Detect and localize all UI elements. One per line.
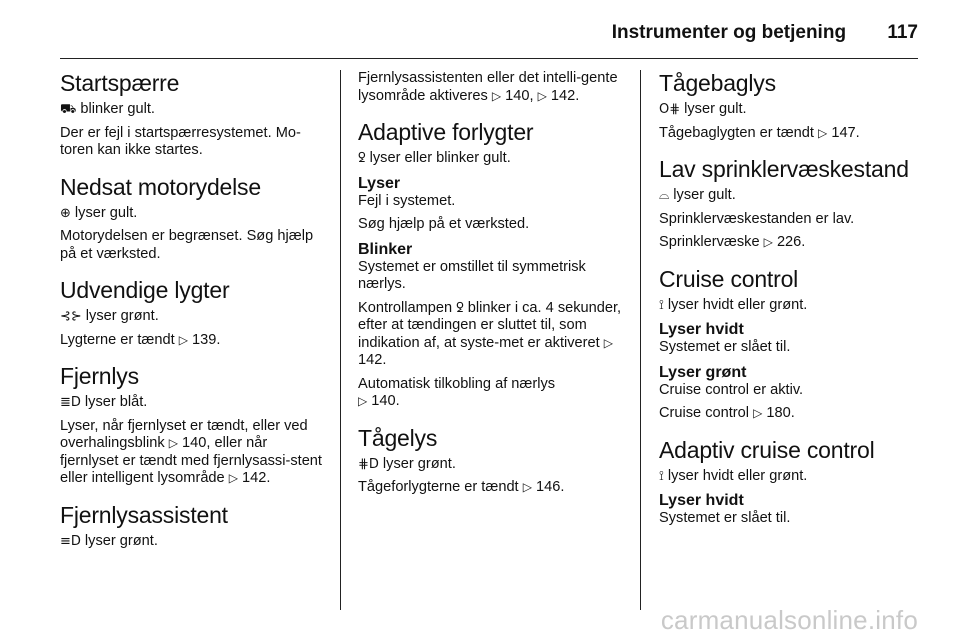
section-heading: Tågelys: [358, 424, 438, 451]
exterior-lights-icon: ⊰⊱: [60, 309, 82, 324]
subsection-lyser: [358, 174, 632, 234]
status-text: lyser grønt.: [382, 455, 456, 472]
page-ref: 142.: [358, 352, 387, 368]
arrow-icon: ▷: [537, 88, 547, 103]
description: Sprinklervæskestanden er lav.: [659, 210, 855, 227]
fog-rear-icon: O⋕: [659, 102, 681, 117]
engine-icon: ⊕: [60, 205, 71, 221]
fog-front-icon: ⋕D: [358, 456, 379, 472]
page-ref: 140, eller når fjernlyset er tændt med fjernlysassi-stent eller intelligent lysområde: [60, 435, 322, 486]
page-header: [60, 22, 918, 44]
status-text: lyser eller blinker gult.: [369, 150, 511, 166]
high-beam-assist-icon: ≡D: [60, 533, 81, 549]
section-heading: Adaptive forlygter: [358, 119, 534, 145]
arrow-icon: ▷: [818, 125, 828, 140]
page-ref: 142.: [550, 87, 580, 104]
section-startspaerre: [60, 70, 328, 160]
description: Tågebaglygten er tændt: [659, 124, 814, 141]
page-ref: 140,: [505, 87, 534, 104]
section-heading: Tågebaglys: [659, 70, 776, 96]
section-fjernlysassistent: [60, 502, 328, 551]
page-ref: 180.: [766, 405, 795, 421]
page-ref: 139.: [192, 331, 221, 348]
status-text: lyser hvidt eller grønt.: [667, 467, 808, 484]
subsection-heading: Lyser grønt: [659, 363, 747, 381]
section-heading: Lav sprinklervæskestand: [659, 156, 909, 182]
arrow-icon: ▷: [603, 335, 614, 350]
status-text: lyser grønt.: [84, 532, 158, 549]
description: Tågeforlygterne er tændt: [358, 479, 519, 495]
status-text: lyser hvidt eller grønt.: [667, 296, 808, 313]
adaptive-lights-icon: ꝿ: [456, 300, 464, 316]
description: Systemet er slået til.: [659, 339, 791, 355]
header-rule: [60, 58, 918, 59]
arrow-icon: ▷: [491, 88, 502, 103]
column-3: [640, 70, 918, 610]
arrow-icon: ▷: [178, 332, 188, 347]
high-beam-icon: ≣D: [60, 395, 81, 410]
description: Systemet er omstillet til symmetrisk nærlys.: [358, 258, 586, 292]
status-text: lyser gult.: [74, 204, 138, 221]
section-heading: Fjernlysassistent: [60, 501, 228, 528]
section-heading: Adaptiv cruise control: [659, 436, 875, 463]
status-text: lyser gult.: [684, 101, 747, 117]
arrow-icon: ▷: [522, 480, 532, 494]
status-text: blinker gult.: [80, 101, 155, 117]
description: blinker i ca. 4 sekunder, efter at tændingen er sluttet til, som indikation af, at syste-met er aktiveret: [358, 299, 622, 351]
description: Kontrollampen: [358, 299, 453, 316]
section-fjernlys: [60, 363, 328, 488]
subsection-heading: Lyser hvidt: [659, 321, 744, 338]
section-heading: Udvendige lygter: [60, 277, 230, 303]
subsection-heading: Blinker: [358, 240, 413, 258]
washer-fluid-icon: ⌓: [659, 188, 670, 203]
section-cruise-control: [659, 266, 918, 423]
page-number: 117: [887, 22, 918, 43]
description: Fjernlysassistenten eller det intelli-gente lysområde aktiveres: [358, 70, 618, 104]
section-taagelys: [358, 425, 632, 497]
status-text: lyser gult.: [673, 187, 736, 203]
section-taagebaglys: [659, 70, 918, 142]
page-ref: 146.: [535, 479, 565, 495]
watermark: carmanualsonline.info: [660, 605, 918, 635]
page-ref: 147.: [831, 124, 860, 141]
section-sprinkler: [659, 156, 918, 252]
section-heading: Fjernlys: [60, 363, 139, 389]
description: Motorydelsen er begrænset. Søg hjælp på et værksted.: [60, 228, 314, 262]
arrow-icon: ▷: [168, 436, 178, 450]
section-intro: [358, 70, 632, 105]
arrow-icon: ▷: [358, 394, 368, 408]
adaptive-lights-icon: ꝿ: [358, 151, 366, 166]
description: Systemet er slået til.: [659, 510, 791, 526]
subsection-blinker: [358, 240, 632, 411]
description: Der er fejl i startspærresystemet. Mo-toren kan ikke startes.: [60, 124, 301, 158]
page-ref: 142.: [242, 470, 271, 486]
description: Cruise control er aktiv.: [659, 381, 804, 398]
arrow-icon: ▷: [228, 471, 238, 485]
section-adaptiv-cruise: [659, 437, 918, 528]
cruise-control-icon: ⟟: [659, 297, 664, 313]
column-2: [340, 70, 640, 610]
page-title: Instrumenter og betjening: [611, 22, 847, 43]
section-motorydelse: [60, 174, 328, 264]
section-heading: Nedsat motorydelse: [60, 173, 261, 200]
description: Søg hjælp på et værksted.: [358, 216, 530, 232]
section-udvendige-lygter: [60, 277, 328, 349]
page-ref: 226.: [776, 234, 806, 250]
subsection-heading: Lyser: [358, 174, 401, 192]
description: Automatisk tilkobling af nærlys: [358, 375, 556, 392]
page-ref: 140.: [371, 393, 400, 409]
subsection-heading: Lyser hvidt: [659, 492, 744, 509]
description: Sprinklervæske: [659, 234, 760, 250]
section-adaptive-forlygter: [358, 119, 632, 168]
section-heading: Cruise control: [659, 265, 799, 292]
description: Cruise control: [659, 405, 750, 421]
status-text: lyser blåt.: [84, 394, 148, 410]
column-1: [60, 70, 328, 610]
status-text: lyser grønt.: [85, 308, 159, 324]
immobilizer-icon: ⛟: [60, 102, 77, 117]
description: Lygterne er tændt: [60, 331, 175, 348]
arrow-icon: ▷: [753, 406, 763, 420]
cruise-control-icon: ⟟: [659, 468, 664, 484]
arrow-icon: ▷: [763, 235, 773, 249]
description: Fejl i systemet.: [358, 192, 456, 209]
section-heading: Startspærre: [60, 70, 180, 96]
description: Lyser, når fjernlyset er tændt, eller ved overhalingsblink: [60, 417, 308, 451]
